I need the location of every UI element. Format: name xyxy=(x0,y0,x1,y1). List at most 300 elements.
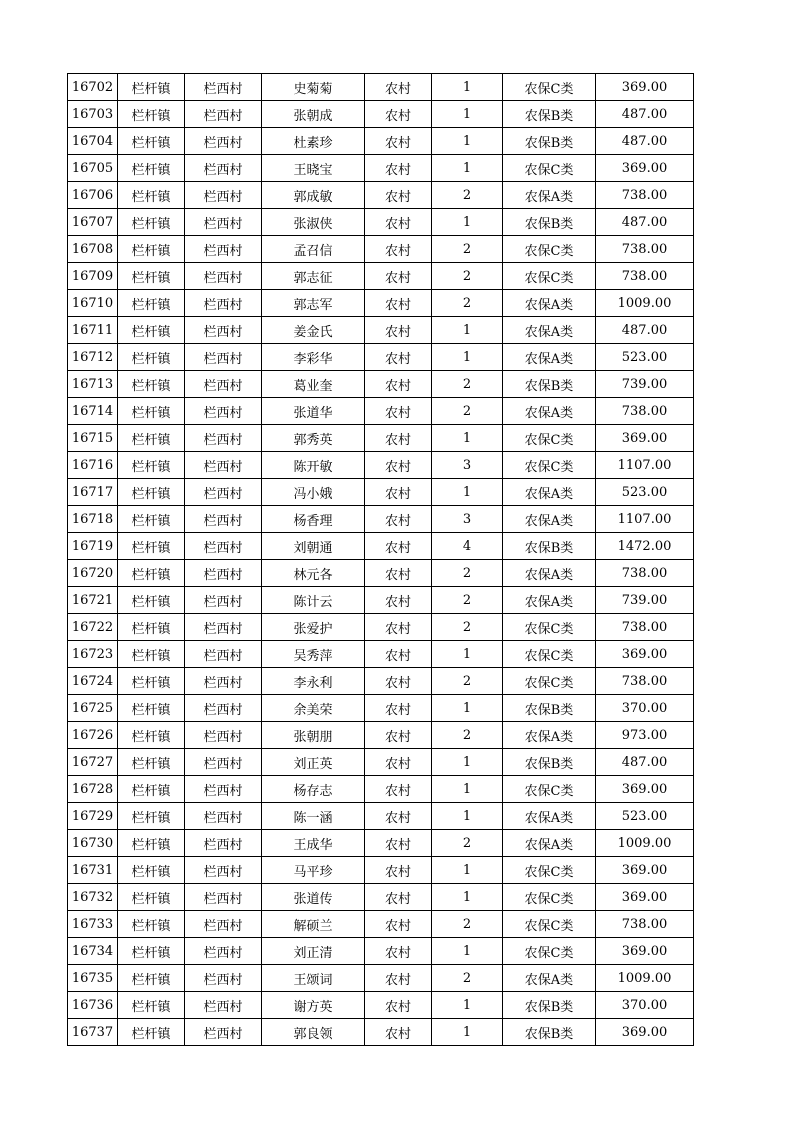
name-cell: 余美荣 xyxy=(262,695,365,722)
amount-cell: 738.00 xyxy=(596,911,694,938)
table-row xyxy=(68,452,694,479)
amount-cell: 973.00 xyxy=(596,722,694,749)
type-cell: 农村 xyxy=(365,587,432,614)
id-cell: 16717 xyxy=(68,479,118,506)
amount-cell: 738.00 xyxy=(596,560,694,587)
count-cell: 1 xyxy=(432,776,503,803)
count-cell: 1 xyxy=(432,344,503,371)
name-cell: 陈一涵 xyxy=(262,803,365,830)
amount-cell: 523.00 xyxy=(596,803,694,830)
count-cell: 3 xyxy=(432,506,503,533)
type-cell: 农村 xyxy=(365,614,432,641)
category-cell: 农保B类 xyxy=(503,749,596,776)
count-cell: 2 xyxy=(432,614,503,641)
amount-cell: 1107.00 xyxy=(596,506,694,533)
village-cell: 栏西村 xyxy=(185,1019,262,1046)
table-row xyxy=(68,776,694,803)
name-cell: 张朝朋 xyxy=(262,722,365,749)
count-cell: 1 xyxy=(432,803,503,830)
table-row xyxy=(68,884,694,911)
table-row xyxy=(68,317,694,344)
type-cell: 农村 xyxy=(365,425,432,452)
village-cell: 栏西村 xyxy=(185,722,262,749)
amount-cell: 487.00 xyxy=(596,317,694,344)
category-cell: 农保B类 xyxy=(503,1019,596,1046)
table-row xyxy=(68,479,694,506)
category-cell: 农保B类 xyxy=(503,209,596,236)
town-cell: 栏杆镇 xyxy=(118,614,185,641)
name-cell: 郭成敏 xyxy=(262,182,365,209)
amount-cell: 370.00 xyxy=(596,695,694,722)
count-cell: 1 xyxy=(432,749,503,776)
name-cell: 张爱护 xyxy=(262,614,365,641)
table-row xyxy=(68,641,694,668)
count-cell: 2 xyxy=(432,911,503,938)
village-cell: 栏西村 xyxy=(185,857,262,884)
type-cell: 农村 xyxy=(365,128,432,155)
id-cell: 16715 xyxy=(68,425,118,452)
category-cell: 农保A类 xyxy=(503,479,596,506)
town-cell: 栏杆镇 xyxy=(118,1019,185,1046)
village-cell: 栏西村 xyxy=(185,533,262,560)
amount-cell: 739.00 xyxy=(596,371,694,398)
count-cell: 1 xyxy=(432,641,503,668)
town-cell: 栏杆镇 xyxy=(118,317,185,344)
amount-cell: 370.00 xyxy=(596,992,694,1019)
table-row xyxy=(68,992,694,1019)
town-cell: 栏杆镇 xyxy=(118,911,185,938)
town-cell: 栏杆镇 xyxy=(118,857,185,884)
type-cell: 农村 xyxy=(365,668,432,695)
table-row xyxy=(68,371,694,398)
name-cell: 郭志征 xyxy=(262,263,365,290)
town-cell: 栏杆镇 xyxy=(118,371,185,398)
id-cell: 16703 xyxy=(68,101,118,128)
town-cell: 栏杆镇 xyxy=(118,236,185,263)
name-cell: 姜金氏 xyxy=(262,317,365,344)
amount-cell: 523.00 xyxy=(596,344,694,371)
category-cell: 农保A类 xyxy=(503,344,596,371)
type-cell: 农村 xyxy=(365,236,432,263)
id-cell: 16704 xyxy=(68,128,118,155)
village-cell: 栏西村 xyxy=(185,479,262,506)
id-cell: 16735 xyxy=(68,965,118,992)
name-cell: 谢方英 xyxy=(262,992,365,1019)
id-cell: 16722 xyxy=(68,614,118,641)
id-cell: 16725 xyxy=(68,695,118,722)
table-row xyxy=(68,560,694,587)
category-cell: 农保A类 xyxy=(503,830,596,857)
amount-cell: 738.00 xyxy=(596,182,694,209)
village-cell: 栏西村 xyxy=(185,209,262,236)
count-cell: 1 xyxy=(432,479,503,506)
amount-cell: 369.00 xyxy=(596,74,694,101)
count-cell: 1 xyxy=(432,425,503,452)
table-body xyxy=(68,74,694,1046)
category-cell: 农保C类 xyxy=(503,641,596,668)
town-cell: 栏杆镇 xyxy=(118,965,185,992)
id-cell: 16711 xyxy=(68,317,118,344)
id-cell: 16713 xyxy=(68,371,118,398)
village-cell: 栏西村 xyxy=(185,776,262,803)
count-cell: 4 xyxy=(432,533,503,560)
name-cell: 林元各 xyxy=(262,560,365,587)
count-cell: 2 xyxy=(432,236,503,263)
id-cell: 16733 xyxy=(68,911,118,938)
name-cell: 杨存志 xyxy=(262,776,365,803)
id-cell: 16720 xyxy=(68,560,118,587)
count-cell: 1 xyxy=(432,101,503,128)
count-cell: 2 xyxy=(432,668,503,695)
name-cell: 王晓宝 xyxy=(262,155,365,182)
type-cell: 农村 xyxy=(365,749,432,776)
village-cell: 栏西村 xyxy=(185,830,262,857)
count-cell: 1 xyxy=(432,1019,503,1046)
table-row xyxy=(68,533,694,560)
village-cell: 栏西村 xyxy=(185,101,262,128)
category-cell: 农保A类 xyxy=(503,965,596,992)
village-cell: 栏西村 xyxy=(185,236,262,263)
table-row xyxy=(68,425,694,452)
category-cell: 农保C类 xyxy=(503,614,596,641)
village-cell: 栏西村 xyxy=(185,128,262,155)
amount-cell: 369.00 xyxy=(596,857,694,884)
category-cell: 农保B类 xyxy=(503,992,596,1019)
village-cell: 栏西村 xyxy=(185,317,262,344)
town-cell: 栏杆镇 xyxy=(118,425,185,452)
count-cell: 2 xyxy=(432,587,503,614)
count-cell: 2 xyxy=(432,398,503,425)
category-cell: 农保B类 xyxy=(503,371,596,398)
table-row xyxy=(68,398,694,425)
town-cell: 栏杆镇 xyxy=(118,263,185,290)
id-cell: 16731 xyxy=(68,857,118,884)
count-cell: 1 xyxy=(432,884,503,911)
count-cell: 2 xyxy=(432,290,503,317)
town-cell: 栏杆镇 xyxy=(118,506,185,533)
count-cell: 2 xyxy=(432,560,503,587)
amount-cell: 1009.00 xyxy=(596,965,694,992)
table-row xyxy=(68,236,694,263)
table-row xyxy=(68,695,694,722)
amount-cell: 369.00 xyxy=(596,641,694,668)
village-cell: 栏西村 xyxy=(185,74,262,101)
village-cell: 栏西村 xyxy=(185,938,262,965)
type-cell: 农村 xyxy=(365,209,432,236)
town-cell: 栏杆镇 xyxy=(118,290,185,317)
category-cell: 农保A类 xyxy=(503,587,596,614)
town-cell: 栏杆镇 xyxy=(118,668,185,695)
count-cell: 2 xyxy=(432,263,503,290)
count-cell: 1 xyxy=(432,317,503,344)
village-cell: 栏西村 xyxy=(185,398,262,425)
type-cell: 农村 xyxy=(365,74,432,101)
amount-cell: 1009.00 xyxy=(596,830,694,857)
count-cell: 2 xyxy=(432,182,503,209)
amount-cell: 369.00 xyxy=(596,425,694,452)
category-cell: 农保A类 xyxy=(503,398,596,425)
category-cell: 农保C类 xyxy=(503,911,596,938)
village-cell: 栏西村 xyxy=(185,668,262,695)
village-cell: 栏西村 xyxy=(185,749,262,776)
type-cell: 农村 xyxy=(365,533,432,560)
type-cell: 农村 xyxy=(365,884,432,911)
id-cell: 16723 xyxy=(68,641,118,668)
table-row xyxy=(68,614,694,641)
town-cell: 栏杆镇 xyxy=(118,209,185,236)
town-cell: 栏杆镇 xyxy=(118,74,185,101)
id-cell: 16730 xyxy=(68,830,118,857)
town-cell: 栏杆镇 xyxy=(118,749,185,776)
count-cell: 2 xyxy=(432,830,503,857)
town-cell: 栏杆镇 xyxy=(118,560,185,587)
category-cell: 农保C类 xyxy=(503,884,596,911)
category-cell: 农保C类 xyxy=(503,938,596,965)
name-cell: 郭志军 xyxy=(262,290,365,317)
id-cell: 16724 xyxy=(68,668,118,695)
category-cell: 农保A类 xyxy=(503,182,596,209)
name-cell: 解硕兰 xyxy=(262,911,365,938)
id-cell: 16710 xyxy=(68,290,118,317)
type-cell: 农村 xyxy=(365,857,432,884)
category-cell: 农保C类 xyxy=(503,155,596,182)
id-cell: 16707 xyxy=(68,209,118,236)
village-cell: 栏西村 xyxy=(185,803,262,830)
table-row xyxy=(68,263,694,290)
name-cell: 张道华 xyxy=(262,398,365,425)
id-cell: 16721 xyxy=(68,587,118,614)
type-cell: 农村 xyxy=(365,479,432,506)
amount-cell: 738.00 xyxy=(596,236,694,263)
village-cell: 栏西村 xyxy=(185,155,262,182)
name-cell: 孟召信 xyxy=(262,236,365,263)
table-row xyxy=(68,803,694,830)
category-cell: 农保B类 xyxy=(503,695,596,722)
table-row xyxy=(68,938,694,965)
town-cell: 栏杆镇 xyxy=(118,722,185,749)
town-cell: 栏杆镇 xyxy=(118,533,185,560)
table-row xyxy=(68,209,694,236)
table-row xyxy=(68,101,694,128)
town-cell: 栏杆镇 xyxy=(118,695,185,722)
category-cell: 农保B类 xyxy=(503,128,596,155)
name-cell: 刘朝通 xyxy=(262,533,365,560)
id-cell: 16732 xyxy=(68,884,118,911)
amount-cell: 1107.00 xyxy=(596,452,694,479)
id-cell: 16728 xyxy=(68,776,118,803)
village-cell: 栏西村 xyxy=(185,587,262,614)
category-cell: 农保C类 xyxy=(503,857,596,884)
amount-cell: 1472.00 xyxy=(596,533,694,560)
village-cell: 栏西村 xyxy=(185,182,262,209)
id-cell: 16705 xyxy=(68,155,118,182)
type-cell: 农村 xyxy=(365,155,432,182)
town-cell: 栏杆镇 xyxy=(118,128,185,155)
type-cell: 农村 xyxy=(365,560,432,587)
count-cell: 2 xyxy=(432,965,503,992)
id-cell: 16727 xyxy=(68,749,118,776)
type-cell: 农村 xyxy=(365,506,432,533)
type-cell: 农村 xyxy=(365,641,432,668)
amount-cell: 369.00 xyxy=(596,1019,694,1046)
name-cell: 王颂词 xyxy=(262,965,365,992)
name-cell: 冯小娥 xyxy=(262,479,365,506)
category-cell: 农保C类 xyxy=(503,776,596,803)
village-cell: 栏西村 xyxy=(185,641,262,668)
count-cell: 1 xyxy=(432,209,503,236)
type-cell: 农村 xyxy=(365,452,432,479)
amount-cell: 738.00 xyxy=(596,263,694,290)
name-cell: 李永利 xyxy=(262,668,365,695)
count-cell: 1 xyxy=(432,74,503,101)
village-cell: 栏西村 xyxy=(185,695,262,722)
category-cell: 农保C类 xyxy=(503,425,596,452)
amount-cell: 487.00 xyxy=(596,128,694,155)
town-cell: 栏杆镇 xyxy=(118,938,185,965)
name-cell: 马平珍 xyxy=(262,857,365,884)
town-cell: 栏杆镇 xyxy=(118,452,185,479)
category-cell: 农保C类 xyxy=(503,236,596,263)
table-row xyxy=(68,182,694,209)
amount-cell: 738.00 xyxy=(596,614,694,641)
type-cell: 农村 xyxy=(365,938,432,965)
amount-cell: 369.00 xyxy=(596,776,694,803)
town-cell: 栏杆镇 xyxy=(118,587,185,614)
village-cell: 栏西村 xyxy=(185,371,262,398)
table-row xyxy=(68,128,694,155)
town-cell: 栏杆镇 xyxy=(118,182,185,209)
category-cell: 农保B类 xyxy=(503,533,596,560)
count-cell: 1 xyxy=(432,128,503,155)
table-row xyxy=(68,506,694,533)
count-cell: 1 xyxy=(432,857,503,884)
town-cell: 栏杆镇 xyxy=(118,641,185,668)
village-cell: 栏西村 xyxy=(185,560,262,587)
name-cell: 张淑侠 xyxy=(262,209,365,236)
id-cell: 16726 xyxy=(68,722,118,749)
amount-cell: 369.00 xyxy=(596,884,694,911)
village-cell: 栏西村 xyxy=(185,290,262,317)
table-row xyxy=(68,74,694,101)
type-cell: 农村 xyxy=(365,290,432,317)
category-cell: 农保C类 xyxy=(503,74,596,101)
name-cell: 刘正清 xyxy=(262,938,365,965)
amount-cell: 523.00 xyxy=(596,479,694,506)
type-cell: 农村 xyxy=(365,722,432,749)
category-cell: 农保A类 xyxy=(503,722,596,749)
name-cell: 史菊菊 xyxy=(262,74,365,101)
data-table xyxy=(67,73,694,1046)
village-cell: 栏西村 xyxy=(185,452,262,479)
table-row xyxy=(68,155,694,182)
amount-cell: 739.00 xyxy=(596,587,694,614)
name-cell: 郭良领 xyxy=(262,1019,365,1046)
amount-cell: 487.00 xyxy=(596,209,694,236)
table-row xyxy=(68,587,694,614)
table-row xyxy=(68,290,694,317)
type-cell: 农村 xyxy=(365,263,432,290)
table-row xyxy=(68,1019,694,1046)
id-cell: 16736 xyxy=(68,992,118,1019)
count-cell: 2 xyxy=(432,371,503,398)
type-cell: 农村 xyxy=(365,344,432,371)
name-cell: 郭秀英 xyxy=(262,425,365,452)
type-cell: 农村 xyxy=(365,803,432,830)
village-cell: 栏西村 xyxy=(185,992,262,1019)
name-cell: 陈计云 xyxy=(262,587,365,614)
category-cell: 农保C类 xyxy=(503,452,596,479)
name-cell: 陈开敏 xyxy=(262,452,365,479)
id-cell: 16712 xyxy=(68,344,118,371)
type-cell: 农村 xyxy=(365,317,432,344)
count-cell: 1 xyxy=(432,938,503,965)
town-cell: 栏杆镇 xyxy=(118,992,185,1019)
id-cell: 16709 xyxy=(68,263,118,290)
name-cell: 葛业奎 xyxy=(262,371,365,398)
id-cell: 16708 xyxy=(68,236,118,263)
type-cell: 农村 xyxy=(365,371,432,398)
category-cell: 农保C类 xyxy=(503,668,596,695)
amount-cell: 738.00 xyxy=(596,398,694,425)
town-cell: 栏杆镇 xyxy=(118,479,185,506)
town-cell: 栏杆镇 xyxy=(118,803,185,830)
id-cell: 16706 xyxy=(68,182,118,209)
village-cell: 栏西村 xyxy=(185,614,262,641)
name-cell: 李彩华 xyxy=(262,344,365,371)
type-cell: 农村 xyxy=(365,398,432,425)
category-cell: 农保A类 xyxy=(503,506,596,533)
village-cell: 栏西村 xyxy=(185,911,262,938)
type-cell: 农村 xyxy=(365,695,432,722)
town-cell: 栏杆镇 xyxy=(118,884,185,911)
town-cell: 栏杆镇 xyxy=(118,398,185,425)
id-cell: 16702 xyxy=(68,74,118,101)
village-cell: 栏西村 xyxy=(185,506,262,533)
category-cell: 农保A类 xyxy=(503,803,596,830)
name-cell: 吴秀萍 xyxy=(262,641,365,668)
category-cell: 农保B类 xyxy=(503,101,596,128)
id-cell: 16737 xyxy=(68,1019,118,1046)
id-cell: 16719 xyxy=(68,533,118,560)
count-cell: 1 xyxy=(432,992,503,1019)
count-cell: 2 xyxy=(432,722,503,749)
village-cell: 栏西村 xyxy=(185,965,262,992)
village-cell: 栏西村 xyxy=(185,425,262,452)
type-cell: 农村 xyxy=(365,911,432,938)
name-cell: 张道传 xyxy=(262,884,365,911)
town-cell: 栏杆镇 xyxy=(118,101,185,128)
count-cell: 1 xyxy=(432,695,503,722)
table-row xyxy=(68,722,694,749)
table-row xyxy=(68,857,694,884)
category-cell: 农保A类 xyxy=(503,317,596,344)
type-cell: 农村 xyxy=(365,830,432,857)
id-cell: 16718 xyxy=(68,506,118,533)
table-row xyxy=(68,344,694,371)
type-cell: 农村 xyxy=(365,101,432,128)
amount-cell: 738.00 xyxy=(596,668,694,695)
id-cell: 16714 xyxy=(68,398,118,425)
amount-cell: 369.00 xyxy=(596,938,694,965)
table-row xyxy=(68,749,694,776)
amount-cell: 487.00 xyxy=(596,101,694,128)
name-cell: 张朝成 xyxy=(262,101,365,128)
type-cell: 农村 xyxy=(365,965,432,992)
count-cell: 3 xyxy=(432,452,503,479)
table-row xyxy=(68,965,694,992)
village-cell: 栏西村 xyxy=(185,263,262,290)
town-cell: 栏杆镇 xyxy=(118,155,185,182)
